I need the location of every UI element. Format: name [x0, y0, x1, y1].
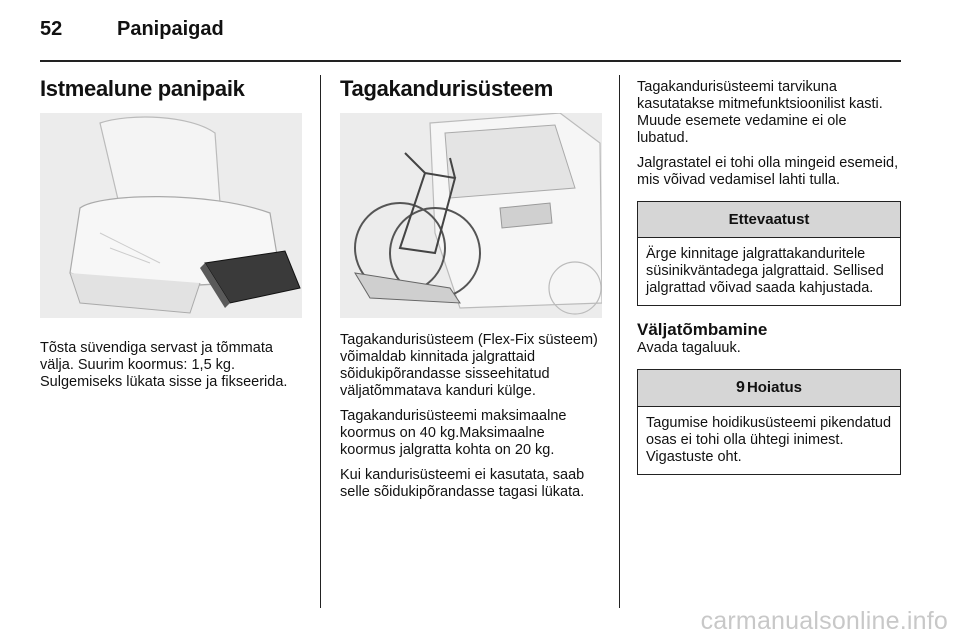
warning-text: Tagumise hoidikusüsteemi pikendatud osas ei tohi olla ühtegi inimest. Vigastuste oht.	[646, 415, 892, 465]
seat-drawer-drawing	[40, 113, 302, 318]
pull-out-text: Avada tagaluuk.	[637, 340, 741, 356]
bicycle-carrier-drawing	[340, 113, 602, 318]
section-title: Panipaigad	[117, 18, 224, 40]
left-column	[40, 75, 302, 391]
pull-out-heading: Väljatõmbamine	[637, 320, 768, 339]
caution-title: Ettevaatust	[638, 202, 900, 238]
carrier-heading: Tagakandurisüsteem	[340, 76, 554, 101]
storage-text: Tõsta süvendiga servast ja tõmmata välja. Suurim koormus: 1,5 kg. Sulgemiseks lükata sisse ja fikseerida.	[40, 340, 288, 390]
middle-column	[340, 75, 602, 501]
column-divider-left	[320, 75, 321, 608]
caution-text: Ärge kinnitage jalgrattakanduritele süsinikväntadega jalgrattaid. Sellised jalgrattad võivad saada kahjustada.	[646, 246, 884, 296]
page-number: 52	[40, 18, 63, 40]
caution-box	[637, 201, 901, 306]
warning-header	[638, 370, 900, 407]
loose-items-paragraph: Jalgrastatel ei tohi olla mingeid esemeid, mis võivad vedamisel lahti tulla.	[637, 155, 899, 188]
carrier-paragraph-2: Tagakandurisüsteemi maksimaalne koormus on 40 kg.Maksimaalne koormus jalgratta kohta on 20 kg.	[340, 408, 567, 458]
header-divider	[40, 60, 901, 62]
warning-icon: 9	[736, 379, 745, 396]
accessory-paragraph: Tagakandurisüsteemi tarvikuna kasutatakse mitmefunktsioonilist kasti. Muude esemete vedamine ei ole lubatud.	[637, 79, 883, 146]
column-divider-right	[619, 75, 620, 608]
warning-title: Hoiatus	[746, 379, 802, 396]
carrier-paragraph-1: Tagakandurisüsteem (Flex-Fix süsteem) võimaldab kinnitada jalgrattaid sõidukipõrandasse sisseehitatud väljatõmmatava kanduri külge.	[340, 332, 598, 399]
seat-drawer-illustration	[40, 113, 302, 318]
bicycle-carrier-illustration	[340, 113, 602, 318]
watermark: carmanualsonline.info	[700, 607, 948, 635]
carrier-paragraph-3: Kui kandurisüsteemi ei kasutata, saab selle sõidukipõrandasse tagasi lükata.	[340, 467, 585, 500]
storage-heading: Istmealune panipaik	[40, 76, 245, 101]
right-column	[637, 79, 901, 475]
warning-box	[637, 369, 901, 475]
